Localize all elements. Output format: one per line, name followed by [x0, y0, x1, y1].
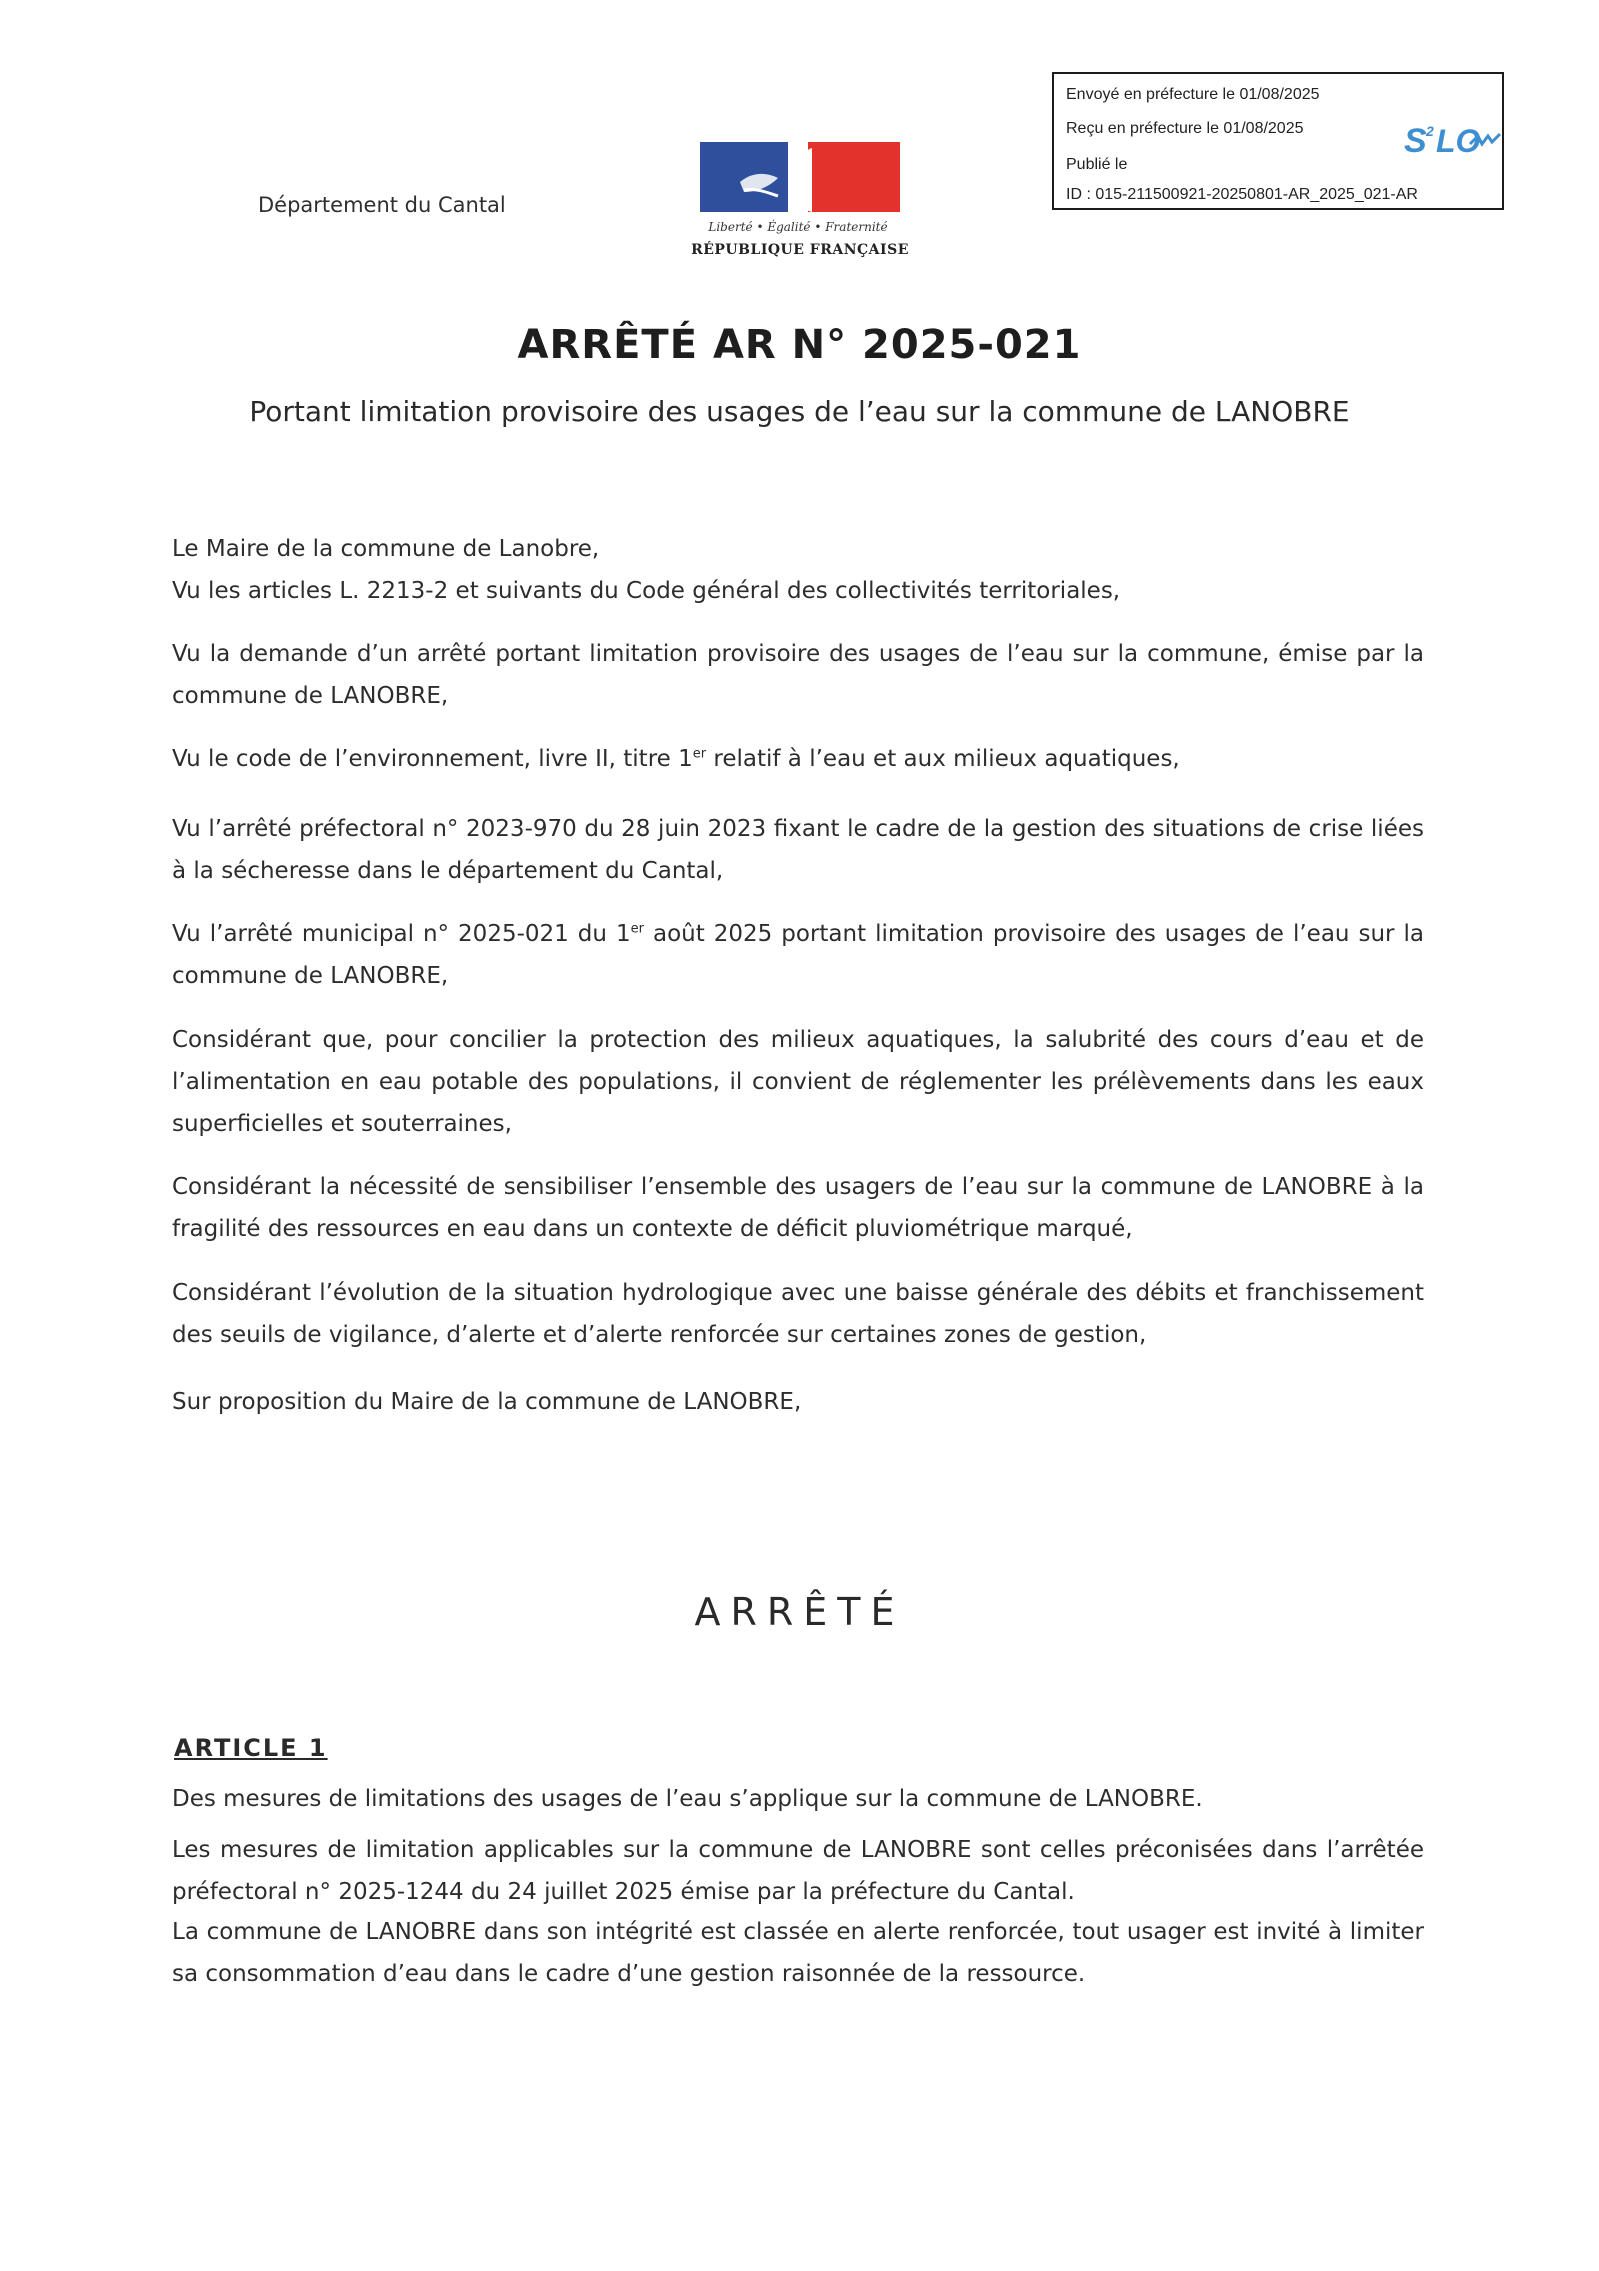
document-title: ARRÊTÉ AR N° 2025-021	[517, 322, 1082, 368]
republic-motto: Liberté • Égalité • Fraternité	[708, 220, 888, 234]
considerant-protection: Considérant que, pour concilier la protection des milieux aquatiques, la salubrité des cours d’eau et de l’alimentation en eau potable des populations, il convient de réglementer les prélèvements dans les eaux superficielles et souterraines,	[172, 1027, 1424, 1137]
considerant-sensibiliser: Considérant la nécessité de sensibiliser l’ensemble des usagers de l’eau sur la commune de LANOBRE à la fragilité des ressources en eau dans un contexte de déficit pluviométrique marqué,	[172, 1174, 1424, 1242]
stamp-id: ID : 015-211500921-20250801-AR_2025_021-AR	[1066, 186, 1418, 203]
document-subtitle: Portant limitation provisoire des usages de l’eau sur la commune de LANOBRE	[249, 395, 1350, 428]
sur-proposition: Sur proposition du Maire de la commune de LANOBRE,	[172, 1389, 802, 1415]
department-label: Département du Cantal	[258, 193, 506, 217]
stamp-sent-date: Envoyé en préfecture le 01/08/2025	[1066, 86, 1320, 103]
stamp-received-date: Reçu en préfecture le 01/08/2025	[1066, 120, 1304, 137]
article-1-paragraph: Les mesures de limitation applicables sur la commune de LANOBRE sont celles préconisées dans l’arrêtée préfectoral n° 2025-1244 du 24 juillet 2025 émise par la préfecture du Cantal.	[172, 1837, 1424, 1905]
republique-francaise-label: RÉPUBLIQUE FRANÇAISE	[691, 242, 909, 258]
svg-text:LO: LO	[1436, 123, 1481, 159]
preamble-demande: Vu la demande d’un arrêté portant limitation provisoire des usages de l’eau sur la commune, émise par la commune de LANOBRE,	[172, 641, 1424, 709]
preamble-code-environnement: Vu le code de l’environnement, livre II, titre 1er relatif à l’eau et aux milieux aquatiques,	[172, 746, 1180, 772]
considerant-evolution: Considérant l’évolution de la situation hydrologique avec une baisse générale des débits et franchissement des seuils de vigilance, d’alerte et d’alerte renforcée sur certaines zones de gestion,	[172, 1280, 1424, 1348]
prefecture-stamp	[1052, 72, 1504, 210]
decision-heading: ARRÊTÉ	[694, 1590, 905, 1634]
svg-text:2: 2	[1426, 123, 1434, 139]
preamble-mayor: Le Maire de la commune de Lanobre,	[172, 536, 600, 562]
article-1-paragraph: Des mesures de limitations des usages de l’eau s’applique sur la commune de LANOBRE.	[172, 1786, 1203, 1812]
stamp-published: Publié le	[1066, 156, 1128, 173]
preamble-arrete-prefectoral: Vu l’arrêté préfectoral n° 2023-970 du 28 juin 2023 fixant le cadre de la gestion des situations de crise liées à la sécheresse dans le département du Cantal,	[172, 816, 1424, 884]
preamble-arrete-municipal: Vu l’arrêté municipal n° 2025-021 du 1er août 2025 portant limitation provisoire des usages de l’eau sur la commune de LANOBRE,	[172, 921, 1425, 989]
preamble-code-general: Vu les articles L. 2213-2 et suivants du Code général des collectivités territoriales,	[172, 578, 1121, 604]
svg-text:S: S	[1404, 122, 1427, 160]
s2lo-logo	[1342, 114, 1502, 164]
article-1-paragraph: La commune de LANOBRE dans son intégrité est classée en alerte renforcée, tout usager est invité à limiter sa consommation d’eau dans le cadre d’une gestion raisonnée de la ressource.	[172, 1919, 1424, 1987]
article-1-heading: ARTICLE 1	[174, 1734, 328, 1762]
